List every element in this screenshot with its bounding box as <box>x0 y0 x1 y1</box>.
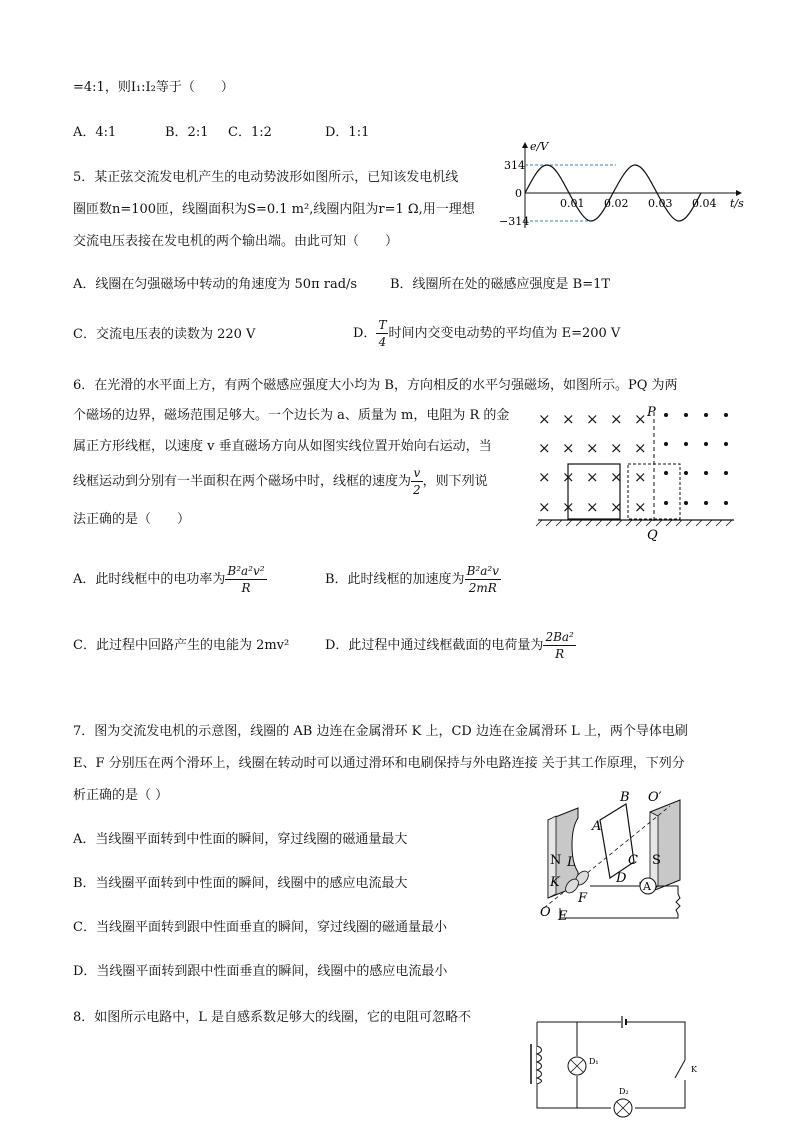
svg-text:×: × <box>538 468 551 486</box>
q5-stem-line2: 圈匝数n=100匝，线圈面积为S=0.1 m²,线圈内阻为r=1 Ω,用一理想 <box>73 202 475 217</box>
q7-label-ammeter: A <box>643 880 651 893</box>
q7-label-b: B <box>620 790 630 805</box>
q5-stem-line3: 交流电压表接在发电机的两个输出端。由此可知（ ） <box>73 234 399 249</box>
q7-label-e: E <box>558 909 568 922</box>
q6-magnetic-field-figure <box>532 402 740 544</box>
q6-option-a-prefix: A．此时线框中的电功率为 <box>73 572 226 587</box>
svg-text:×: × <box>634 468 647 486</box>
q7-option-b: B．当线圈平面转到中性面的瞬间，线圈中的感应电流最大 <box>73 876 408 891</box>
svg-text:×: × <box>634 498 647 516</box>
q6-option-c: C．此过程中回路产生的电能为 2mv² <box>73 638 290 653</box>
q6-stem-line4 <box>73 462 488 502</box>
fraction-denominator: 4 <box>378 335 387 349</box>
q7-label-o: O <box>540 905 551 920</box>
q6-ground-hatch <box>536 520 732 526</box>
q7-label-l: L <box>567 855 576 870</box>
fraction-denominator: R <box>555 647 565 661</box>
q6-option-b-fraction <box>465 563 501 596</box>
q6-option-d-prefix: D．此过程中通过线框截面的电荷量为 <box>325 638 544 653</box>
q6-stem-line4-b: ，则下列说 <box>422 474 488 489</box>
q5-option-d-prefix: D． <box>353 326 377 341</box>
svg-text:×: × <box>586 410 599 428</box>
svg-text:×: × <box>586 439 599 457</box>
q5-option-b: B．线圈所在处的磁感应强度是 B=1T <box>390 277 611 292</box>
q4-option-a: A．4:1 <box>73 125 117 140</box>
q7-option-d: D．当线圈平面转到跟中性面垂直的瞬间，线圈中的感应电流最小 <box>73 964 448 979</box>
fraction-denominator: 2 <box>413 483 421 497</box>
q8-switch-k <box>675 1060 685 1078</box>
q7-label-f: F <box>578 891 588 906</box>
q6-label-p: P <box>647 405 656 420</box>
svg-text:×: × <box>586 498 599 516</box>
q8-circuit-figure <box>525 1012 705 1120</box>
q8-circuit-top-right <box>627 1022 685 1060</box>
q6-option-d <box>325 625 576 667</box>
q8-circuit-right <box>635 1080 685 1108</box>
svg-text:×: × <box>610 468 623 486</box>
q5-stem-line1: 5．某正弦交流发电机产生的电动势波形如图所示，已知该发电机线 <box>73 170 459 185</box>
svg-text:×: × <box>634 410 647 428</box>
svg-text:×: × <box>586 468 599 486</box>
q6-stem-line3: 属正方形线框，以速度 v 垂直磁场方向从如图实线位置开始向右运动，当 <box>73 439 492 454</box>
q6-stem-line2: 个磁场的边界，磁场范围足够大。一个边长为 a、质量为 m，电阻为 R 的金 <box>73 408 510 423</box>
q8-inductor-l <box>537 1046 542 1084</box>
q6-option-b <box>325 558 501 602</box>
graph-tick-label: 0.01 <box>560 197 585 210</box>
q5-option-d-fraction <box>376 317 388 350</box>
graph-tick-label: 0.03 <box>648 197 673 210</box>
svg-text:×: × <box>610 410 623 428</box>
q7-label-o-prime: O′ <box>648 790 662 805</box>
q6-stem-line4-a: 线框运动到分别有一半面积在两个磁场中时，线框的速度为 <box>73 474 412 489</box>
q6-option-b-prefix: B．此时线框的加速度为 <box>325 572 465 587</box>
q6-label-q: Q <box>647 528 658 543</box>
q5-option-d <box>353 314 620 354</box>
q8-label-d2: D₂ <box>619 1087 629 1096</box>
svg-text:×: × <box>562 439 575 457</box>
q7-option-a: A．当线圈平面转到中性面的瞬间，穿过线圈的磁通量最大 <box>73 832 408 847</box>
svg-text:×: × <box>634 439 647 457</box>
q6-dots-field <box>664 413 728 505</box>
fraction-numerator: 2Ba² <box>545 630 574 644</box>
graph-y-arrow <box>522 142 528 148</box>
fraction-denominator: R <box>241 581 251 595</box>
q7-external-circuit <box>590 882 640 886</box>
graph-tick-label: 0.02 <box>604 197 629 210</box>
q5-option-c: C．交流电压表的读数为 220 V <box>73 327 256 342</box>
svg-text:×: × <box>538 410 551 428</box>
fraction-numerator: v <box>411 465 423 482</box>
q8-stem-line1: 8．如图所示电路中，L 是自感系数足够大的线圈，它的电阻可忽略不 <box>73 1010 472 1025</box>
q4-option-b: B．2:1 <box>165 125 209 140</box>
graph-tick-label: 0.04 <box>692 197 717 210</box>
svg-text:×: × <box>562 468 575 486</box>
q5-option-a: A．线圈在匀强磁场中转动的角速度为 50π rad/s <box>73 277 358 292</box>
q8-label-k: K <box>691 1065 697 1074</box>
q4-option-d: D．1:1 <box>325 125 370 140</box>
svg-text:×: × <box>610 439 623 457</box>
graph-y-pos-label: 314 <box>504 159 525 172</box>
fraction-denominator: 2mR <box>468 581 497 595</box>
q4-tail: =4:1，则I₁:I₂等于（ ） <box>73 80 234 95</box>
graph-y-neg-label: −314 <box>499 215 530 228</box>
svg-text:×: × <box>562 410 575 428</box>
q7-label-d: D <box>616 871 627 886</box>
q5-option-d-suffix: 时间内交变电动势的平均值为 E=200 V <box>388 326 621 341</box>
q7-stem-line3: 析正确的是（ ） <box>73 788 169 803</box>
graph-x-label: t/s <box>730 197 744 210</box>
q6-stem-line1: 6．在光滑的水平面上方，有两个磁感应强度大小均为 B，方向相反的水平匀强磁场，如图所示。PQ 为两 <box>73 378 678 393</box>
q7-label-n: N <box>550 853 562 868</box>
q7-label-c: C <box>628 853 638 868</box>
svg-text:×: × <box>538 498 551 516</box>
svg-text:×: × <box>538 439 551 457</box>
graph-y-label: e/V <box>530 140 549 153</box>
fraction-numerator: T <box>378 318 387 332</box>
q7-stem-line1: 7．图为交流发电机的示意图，线圈的 AB 边连在金属滑环 K 上，CD 边连在金属滑环 L 上，两个导体电刷 <box>73 724 688 739</box>
fraction-numerator: B²a²v² <box>227 564 265 578</box>
q7-label-k: K <box>550 875 560 890</box>
q5-emf-waveform-graph <box>498 140 748 235</box>
q7-label-s: S <box>652 853 661 868</box>
q6-option-a-fraction <box>225 563 266 596</box>
q7-stem-line2: E、F 分别压在两个滑环上，线圈在转动时可以通过滑环和电刷保持与外电路连接 关于其工作原理，下列分 <box>73 756 685 771</box>
graph-x-arrow <box>736 190 742 196</box>
q6-velocity-fraction <box>411 465 423 498</box>
q4-option-c: C．1:2 <box>228 125 272 140</box>
graph-y-zero-label: 0 <box>515 187 522 200</box>
q6-crosses-field <box>538 410 647 516</box>
q7-label-a: A <box>592 819 602 834</box>
q6-stem-line5: 法正确的是（ ） <box>73 512 191 527</box>
q7-generator-figure <box>530 790 705 922</box>
q6-option-a <box>73 558 267 602</box>
svg-text:×: × <box>562 498 575 516</box>
svg-text:×: × <box>610 498 623 516</box>
q7-option-c: C．当线圈平面转到跟中性面垂直的瞬间，穿过线圈的磁通量最小 <box>73 920 447 935</box>
fraction-numerator: B²a²v <box>466 564 499 578</box>
q6-option-d-fraction <box>543 629 575 662</box>
q8-label-d1: D₁ <box>589 1057 599 1066</box>
